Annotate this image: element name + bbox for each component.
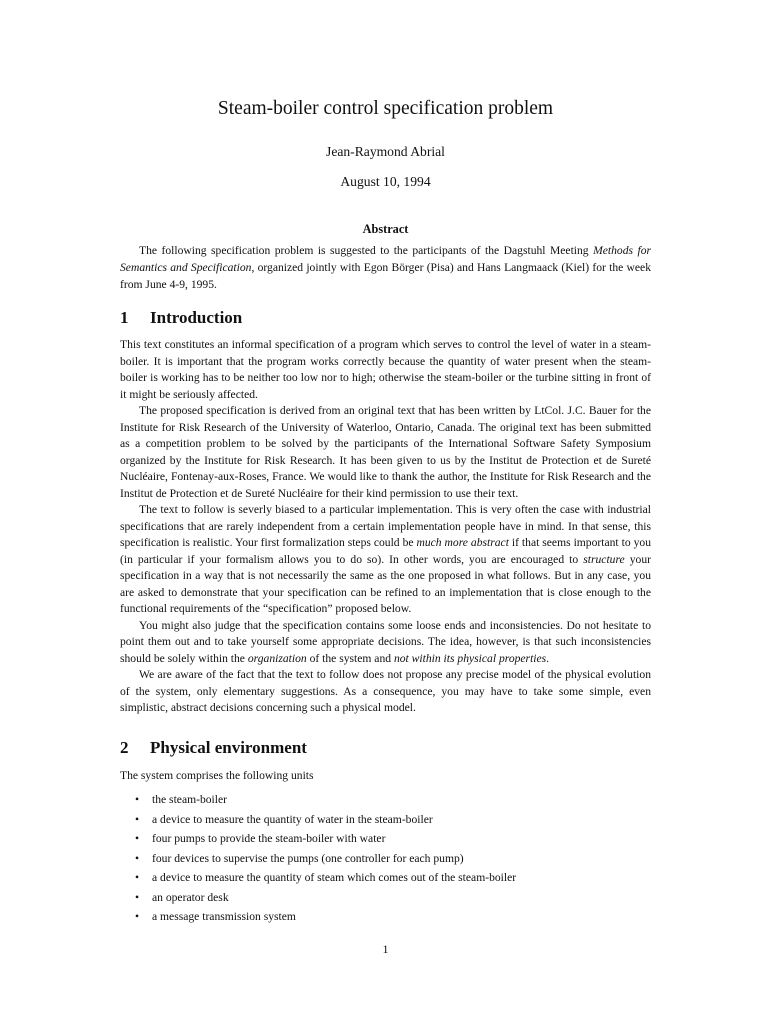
list-item: • an operator desk	[120, 888, 651, 908]
bullet-icon: •	[135, 793, 140, 806]
intro-paragraph-4: You might also judge that the specification contains some loose ends and inconsistencies. Do not hesitate to point them out and to take yourself some appropriate decisions. The idea, however, is that such inconsistencies should be solely within the organization of the system and not within its physical properties.	[120, 618, 651, 665]
bullet-icon: •	[135, 871, 140, 884]
section-title: Physical environment	[150, 738, 307, 757]
physical-environment-intro: The system comprises the following units	[120, 769, 314, 782]
introduction-body	[120, 337, 651, 717]
paper-date: August 10, 1994	[340, 174, 431, 189]
paper-author: Jean-Raymond Abrial	[326, 144, 445, 159]
abstract-meeting-name: Methods for Semantics and Specification	[120, 244, 652, 275]
list-item: • a device to measure the quantity of water in the steam-boiler	[120, 810, 651, 830]
list-item: • a device to measure the quantity of steam which comes out of the steam-boiler	[120, 868, 651, 888]
page-number: 1	[382, 942, 389, 956]
section-number: 2	[120, 738, 129, 757]
section-heading-physical-environment	[120, 738, 307, 758]
section-number: 1	[120, 308, 129, 327]
intro-paragraph-3: The text to follow is severly biased to a particular implementation. This is very often the case with industrial specifications that are rarely independent from a certain implementation people have in mind. In that sense, this specification is realistic. Your first formalization steps could be much more abstract if that seems important to you (in particular if your formalism allows you to do so). In other words, you are encouraged to structure your specification in a way that is not necessarily the same as the one proposed in what follows. But in any case, you are asked to demonstrate that your specification can be refined to an implementation that is close enough to the functional requirements of the “specification” proposed below.	[120, 503, 651, 615]
list-item: • four pumps to provide the steam-boiler with water	[120, 829, 651, 849]
abstract-text: The following specification problem is suggested to the participants of the Dagstuhl Meeting Methods for Semantics and Specification, organized jointly with Egon Börger (Pisa) and Hans Langmaack (Kiel) for the week from June 4-9, 1995.	[120, 244, 652, 292]
list-item: • four devices to supervise the pumps (one controller for each pump)	[120, 849, 651, 869]
paper-title: Steam-boiler control specification problem	[217, 98, 554, 119]
bullet-icon: •	[135, 851, 140, 865]
abstract-heading: Abstract	[362, 222, 409, 236]
intro-paragraph-5: We are aware of the fact that the text to follow does not propose any precise model of the physical evolution of the system, only elementary suggestions. As a consequence, you may have to take some simple, even simplistic, abstract decisions concerning such a physical model.	[120, 668, 651, 714]
list-item: • a message transmission system	[120, 907, 651, 927]
bullet-icon: •	[135, 910, 140, 923]
bullet-icon: •	[135, 890, 140, 904]
intro-paragraph-1: This text constitutes an informal specification of a program which serves to control the level of water in a steam-boiler. It is important that the program works correctly because the quantity of water present when the steam-boiler is working has to be neither too low nor to high; otherwise the steam-boiler or the turbine sitting in front of it might be seriously affected.	[120, 338, 651, 401]
bullet-icon: •	[135, 812, 140, 826]
section-title: Introduction	[150, 308, 243, 327]
bullet-icon: •	[135, 832, 140, 845]
intro-paragraph-2: The proposed specification is derived from an original text that has been written by LtCol. J.C. Bauer for the Institute for Risk Research of the University of Waterloo, Ontario, Canada. The original text has been submitted as a competition problem to be solved by the participants of the International Software Safety Symposium organized by the Institute for Risk Research. It has been given to us by the Institut de Protection et de Sureté Nucléaire, Fontenay-aux-Roses, France. We would like to thank the author, the Institute for Risk Research and the Institut de Protection et de Sureté Nucléaire for their kind permission to use their text.	[120, 404, 651, 500]
units-list	[120, 790, 651, 927]
list-item: • the steam-boiler	[120, 790, 651, 810]
section-heading-introduction	[120, 308, 242, 328]
